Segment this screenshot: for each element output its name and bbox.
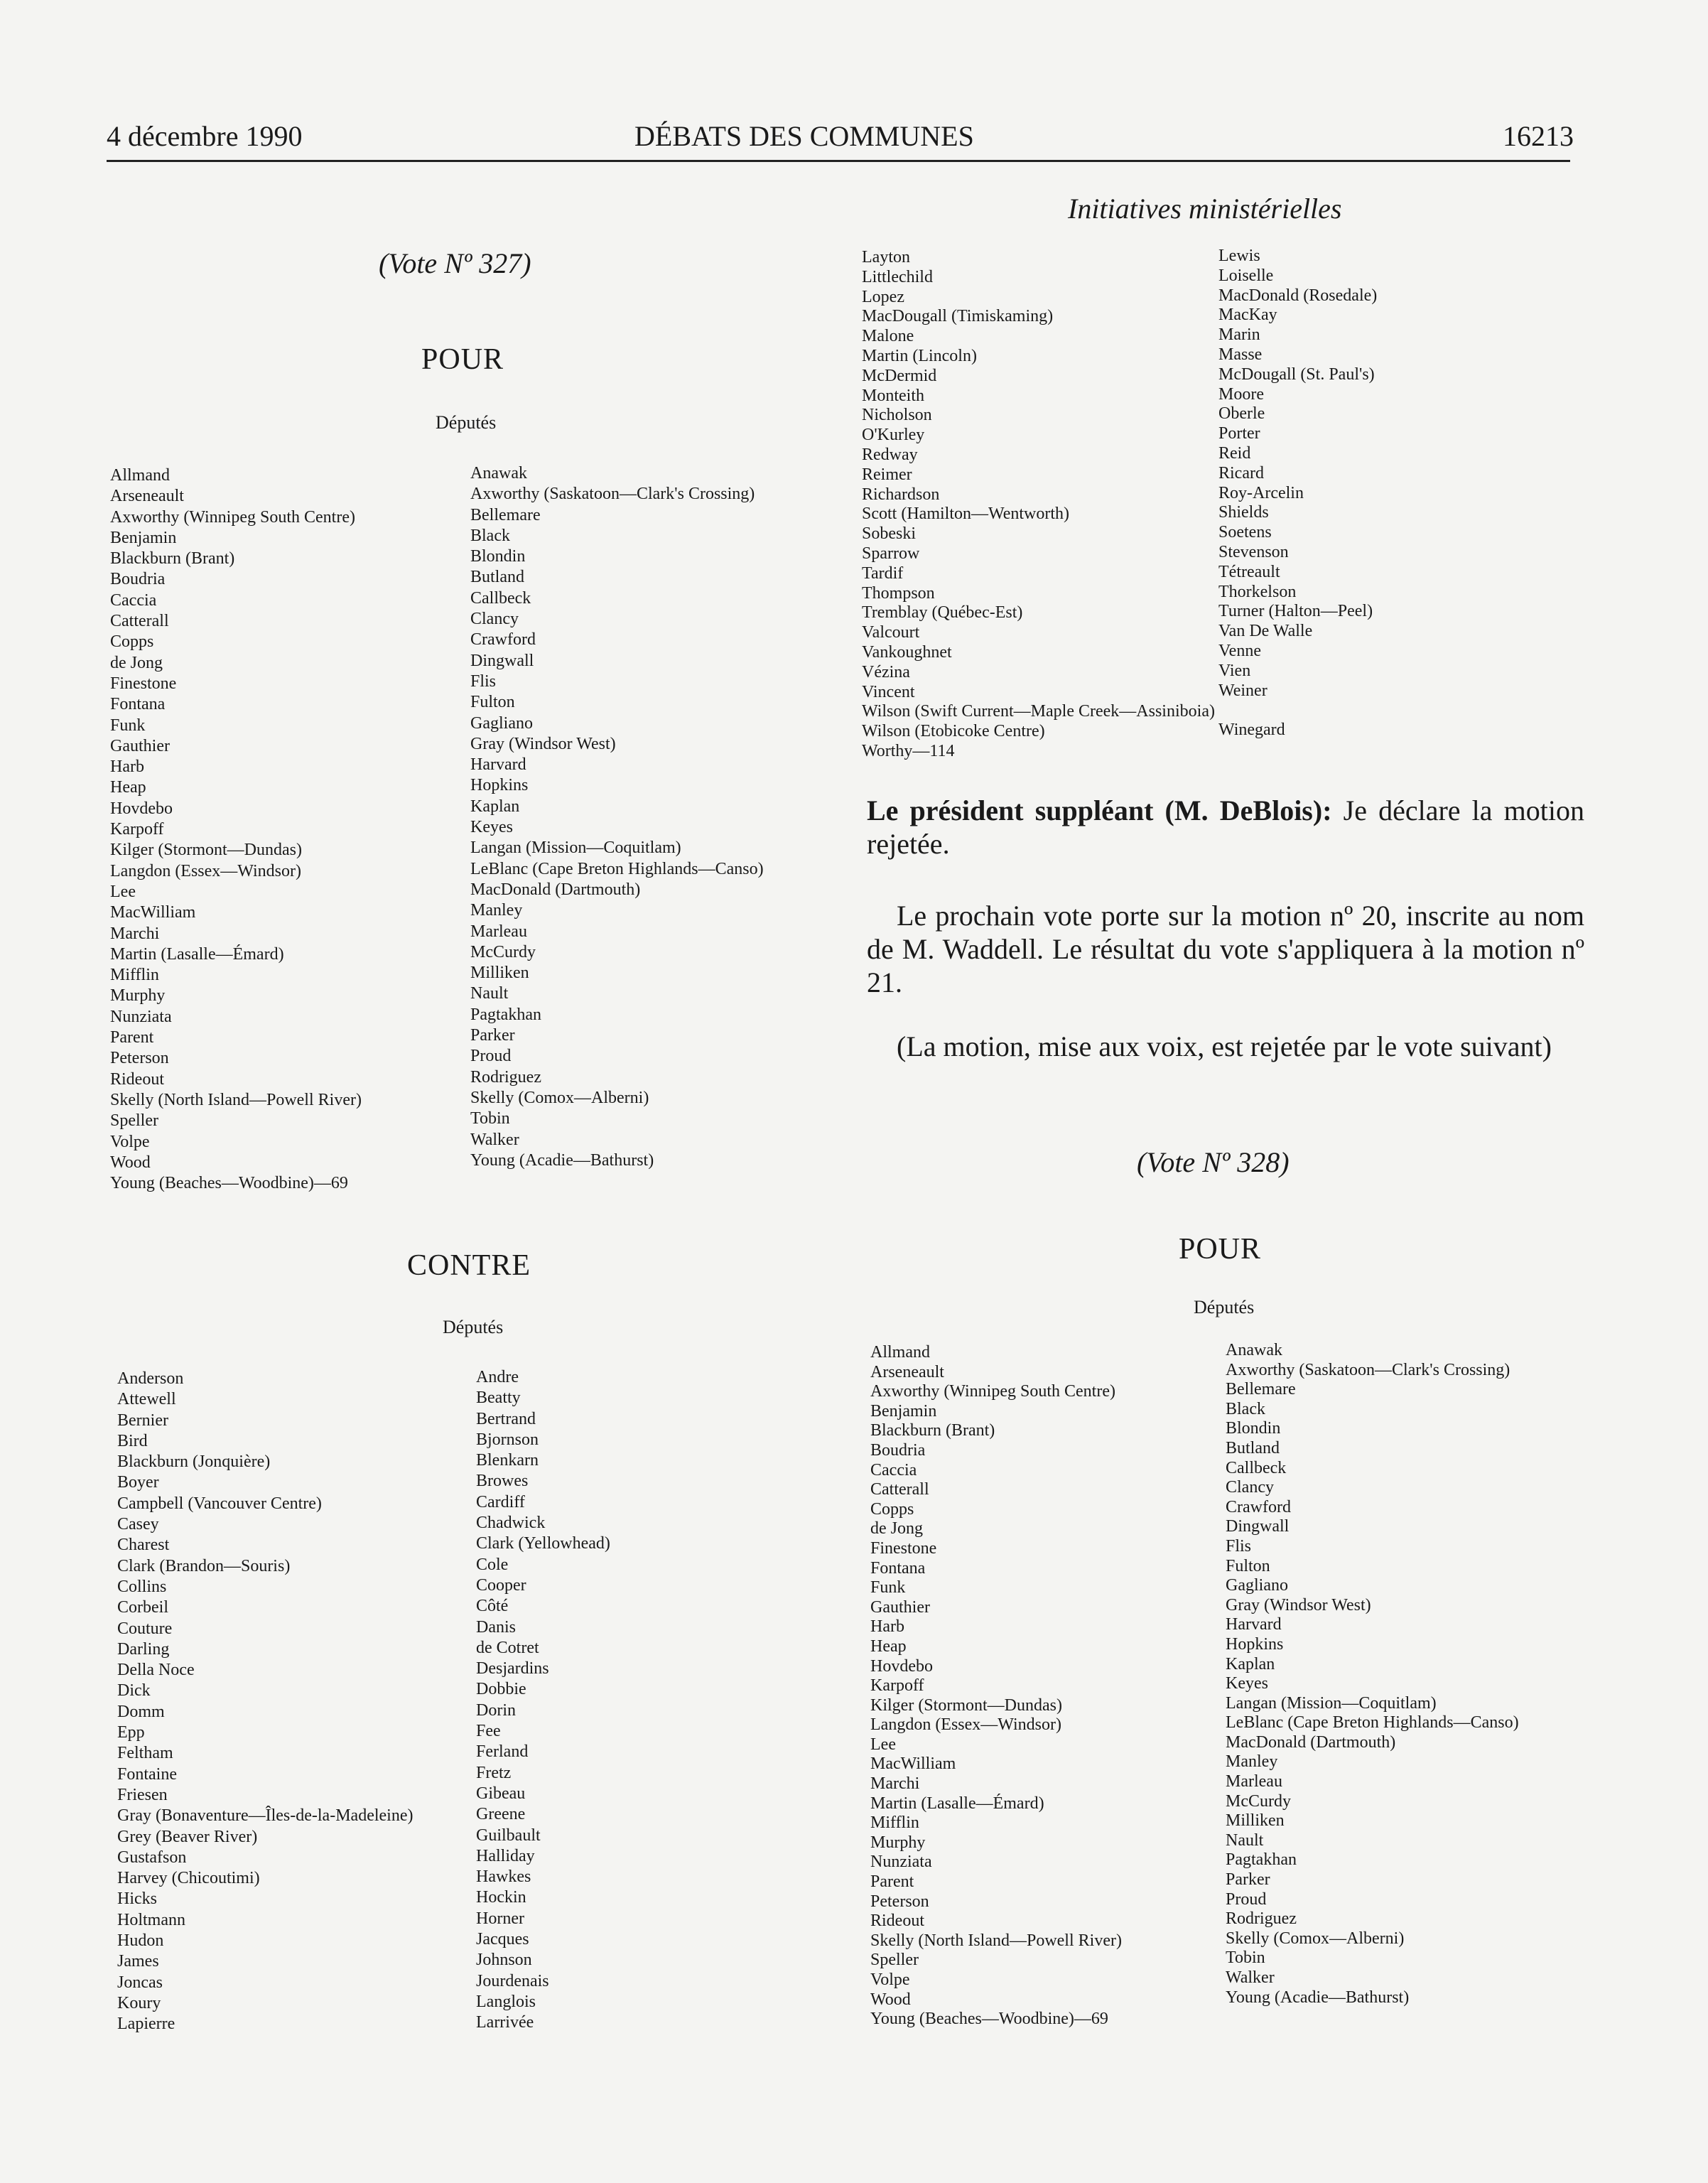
member-name: Marleau — [1226, 1772, 1282, 1791]
member-name — [1218, 701, 1377, 721]
member-name: Andre — [476, 1368, 519, 1386]
member-name: Nault — [1226, 1831, 1264, 1850]
member-name: Hovdebo — [870, 1656, 933, 1676]
member-name: Vien — [1218, 661, 1251, 680]
member-name: Benjamin — [110, 528, 177, 547]
member-name: Gagliano — [1226, 1576, 1288, 1595]
member-name: Hopkins — [470, 776, 529, 795]
member-name: Epp — [117, 1723, 145, 1742]
member-name: Butland — [470, 568, 524, 587]
member-name: Guilbault — [476, 1826, 541, 1845]
vote-328-pour-list-col2 — [1226, 1341, 1519, 2007]
member-name: Milliken — [1226, 1811, 1285, 1831]
member-name: Sparrow — [862, 544, 920, 563]
member-name: Langlois — [476, 1992, 536, 2011]
member-name: Anderson — [117, 1369, 184, 1388]
member-name: Dorin — [476, 1700, 516, 1720]
member-name: Jourdenais — [476, 1971, 549, 1990]
member-name: Harvard — [470, 755, 526, 775]
member-name: Joncas — [117, 1973, 163, 1992]
member-name: Pagtakhan — [1226, 1850, 1297, 1870]
member-name: Hovdebo — [110, 799, 173, 818]
member-name: Rodriguez — [470, 1067, 541, 1087]
member-name: Gray (Windsor West) — [1226, 1595, 1371, 1615]
member-name: Gray (Bonaventure—Îles-de-la-Madeleine) — [117, 1806, 414, 1826]
member-name: Bjornson — [476, 1430, 539, 1449]
next-vote-paragraph: Le prochain vote porte sur la motion nº 20, inscrite au nom de M. Waddell. Le résultat du vote s'appliquera à la motion nº 21. — [867, 900, 1584, 998]
member-name: MacWilliam — [870, 1755, 956, 1774]
member-name: Boudria — [110, 570, 166, 589]
member-name: Wood — [110, 1153, 151, 1172]
member-name: Volpe — [110, 1132, 150, 1151]
member-name: de Jong — [110, 653, 163, 672]
member-name: Funk — [110, 716, 146, 735]
member-name: Tobin — [1226, 1948, 1265, 1968]
member-name: Karpoff — [870, 1676, 924, 1696]
member-name: Hudon — [117, 1931, 164, 1951]
vote-327-contre-deputes: Députés — [443, 1317, 504, 1337]
member-name: Gray (Windsor West) — [470, 734, 616, 753]
member-name: James — [117, 1952, 159, 1971]
member-name: Axworthy (Winnipeg South Centre) — [110, 507, 355, 527]
member-name: Richardson — [862, 485, 940, 504]
member-name: Ferland — [476, 1742, 529, 1762]
member-name: Blondin — [470, 547, 526, 566]
member-name: Layton — [862, 248, 910, 266]
vote-328-title: (Vote Nº 328) — [1137, 1146, 1290, 1178]
member-name: Nunziata — [870, 1853, 932, 1872]
member-name: Lopez — [862, 287, 904, 306]
member-name: Worthy—114 — [862, 741, 955, 760]
member-name: Axworthy (Saskatoon—Clark's Crossing) — [1226, 1360, 1510, 1379]
member-name: Peterson — [110, 1049, 169, 1068]
member-name: Tétreault — [1218, 562, 1280, 581]
member-name: Soetens — [1218, 523, 1272, 542]
member-name: Reimer — [862, 465, 912, 484]
member-name: Dingwall — [1226, 1517, 1290, 1536]
member-name: Martin (Lincoln) — [862, 346, 977, 365]
member-name: Manley — [470, 901, 523, 920]
member-name: MacDonald (Rosedale) — [1218, 286, 1378, 305]
member-name: Lewis — [1218, 247, 1260, 265]
member-name: Rideout — [870, 1912, 924, 1931]
member-name: Butland — [1226, 1438, 1280, 1457]
member-name: Marchi — [870, 1774, 920, 1794]
member-name: Copps — [870, 1499, 914, 1519]
member-name: Vincent — [862, 682, 915, 701]
member-name: Weiner — [1218, 681, 1268, 700]
member-name: Blenkarn — [476, 1451, 539, 1470]
member-name: Gibeau — [476, 1784, 526, 1803]
member-name: Vézina — [862, 662, 910, 681]
member-name: Bernier — [117, 1411, 168, 1430]
member-name: Blackburn (Brant) — [110, 549, 235, 568]
member-name: Campbell (Vancouver Centre) — [117, 1494, 322, 1513]
member-name: Gauthier — [110, 736, 170, 755]
vote-327-pour-heading: POUR — [421, 343, 504, 376]
member-name: Hockin — [476, 1888, 526, 1907]
member-name: Parker — [470, 1026, 515, 1045]
member-name: O'Kurley — [862, 426, 925, 445]
member-name: Flis — [1226, 1536, 1252, 1556]
vote-327-contre-heading: CONTRE — [407, 1249, 531, 1282]
member-name: Catterall — [870, 1480, 929, 1499]
member-name: Benjamin — [870, 1401, 937, 1421]
member-name: Speller — [870, 1951, 919, 1970]
vote-327-contre-cont-col2 — [1218, 247, 1377, 740]
member-name: Wood — [870, 1990, 911, 2009]
member-name: Danis — [476, 1617, 516, 1637]
member-name: Young (Acadie—Bathurst) — [470, 1150, 654, 1170]
member-name: Scott (Hamilton—Wentworth) — [862, 505, 1070, 524]
member-name: Gagliano — [470, 713, 533, 733]
member-name: Young (Beaches—Woodbine)—69 — [110, 1174, 348, 1193]
member-name: Fulton — [470, 693, 515, 712]
member-name: Blackburn (Jonquière) — [117, 1452, 271, 1472]
member-name: Tobin — [470, 1109, 510, 1128]
member-name: Kilger (Stormont—Dundas) — [110, 841, 302, 860]
member-name: Boudria — [870, 1440, 926, 1460]
member-name: Hawkes — [476, 1867, 531, 1887]
member-name: Crawford — [470, 630, 536, 649]
member-name: Harb — [110, 758, 144, 777]
member-name: Callbeck — [1226, 1458, 1287, 1477]
member-name: Lapierre — [117, 2015, 175, 2034]
vote-327-pour-list-col1 — [110, 465, 362, 1194]
member-name: Caccia — [870, 1460, 917, 1479]
member-name: Skelly (North Island—Powell River) — [870, 1931, 1122, 1950]
vote-327-pour-list-col2 — [470, 463, 764, 1171]
member-name: Wilson (Etobicoke Centre) — [862, 722, 1045, 741]
running-head: Initiatives ministérielles — [1068, 193, 1342, 225]
member-name: Clancy — [470, 610, 519, 629]
member-name: Thompson — [862, 583, 935, 603]
member-name: Parker — [1226, 1870, 1270, 1890]
member-name: Copps — [110, 632, 154, 652]
member-name: Kaplan — [1226, 1654, 1275, 1673]
member-name: Fontana — [870, 1558, 926, 1578]
page-number: 16213 — [1503, 120, 1574, 152]
member-name: Finestone — [110, 674, 177, 693]
member-name: Dobbie — [476, 1680, 526, 1699]
member-name: Bird — [117, 1431, 148, 1450]
member-name: Porter — [1218, 424, 1260, 443]
speaker-name: Le président suppléant (M. DeBlois): — [867, 794, 1332, 826]
statement-text: Je déclare la motion rejetée. — [867, 794, 1584, 860]
member-name: Stevenson — [1218, 542, 1289, 561]
speaker-statement — [867, 794, 1584, 861]
member-name: Jacques — [476, 1930, 529, 1949]
member-name: Langdon (Essex—Windsor) — [870, 1715, 1061, 1735]
member-name: Thorkelson — [1218, 582, 1297, 601]
header-title: DÉBATS DES COMMUNES — [634, 120, 974, 152]
member-name: Skelly (Comox—Alberni) — [1226, 1929, 1405, 1948]
member-name: Heap — [870, 1637, 907, 1656]
member-name: Arseneault — [870, 1362, 944, 1381]
member-name: Anawak — [470, 464, 527, 483]
member-name: Feltham — [117, 1744, 173, 1763]
member-name: Martin (Lasalle—Émard) — [110, 944, 284, 964]
member-name: Wilson (Swift Current—Maple Creek—Assiniboia) — [862, 702, 1215, 721]
member-name: Halliday — [476, 1846, 535, 1865]
header-rule — [107, 160, 1570, 162]
member-name: Horner — [476, 1909, 524, 1928]
member-name: Beatty — [476, 1389, 521, 1408]
member-name: Crawford — [1226, 1497, 1291, 1516]
member-name: Hopkins — [1226, 1634, 1284, 1654]
member-name: Cooper — [476, 1575, 526, 1595]
member-name: Bertrand — [476, 1409, 536, 1428]
member-name: McCurdy — [470, 942, 536, 961]
member-name: Caccia — [110, 591, 157, 610]
member-name: Nicholson — [862, 406, 932, 425]
member-name: Blondin — [1226, 1419, 1281, 1438]
member-name: Friesen — [117, 1785, 168, 1804]
vote-327-pour-deputes: Députés — [436, 412, 497, 433]
member-name: Murphy — [110, 986, 166, 1006]
member-name: Finestone — [870, 1538, 937, 1558]
member-name: Proud — [1226, 1890, 1267, 1909]
member-name: Sobeski — [862, 524, 917, 544]
member-name: Kaplan — [470, 797, 520, 816]
member-name: Loiselle — [1218, 266, 1274, 285]
member-name: Callbeck — [470, 588, 531, 608]
member-name: Skelly (North Island—Powell River) — [110, 1090, 362, 1109]
member-name: Moore — [1218, 384, 1264, 404]
member-name: Collins — [117, 1577, 167, 1596]
member-name: Fontaine — [117, 1764, 177, 1784]
member-name: Arseneault — [110, 487, 184, 506]
vote-327-title: (Vote Nº 327) — [379, 247, 531, 279]
vote-328-pour-deputes: Députés — [1194, 1297, 1255, 1317]
member-name: Corbeil — [117, 1598, 168, 1617]
member-name: Desjardins — [476, 1659, 549, 1678]
member-name: Boyer — [117, 1473, 159, 1492]
member-name: Clark (Brandon—Souris) — [117, 1556, 291, 1575]
member-name: Mifflin — [870, 1813, 919, 1833]
member-name: McCurdy — [1226, 1791, 1291, 1811]
member-name: Lee — [870, 1735, 896, 1754]
member-name: Anawak — [1226, 1341, 1282, 1359]
vote-327-contre-list-col1 — [117, 1369, 413, 2035]
member-name: Catterall — [110, 612, 169, 631]
member-name: LeBlanc (Cape Breton Highlands—Canso) — [1226, 1713, 1519, 1732]
member-name: Clark (Yellowhead) — [476, 1534, 610, 1553]
member-name: Valcourt — [862, 623, 920, 642]
member-name: Speller — [110, 1111, 158, 1131]
member-name: Keyes — [1226, 1674, 1268, 1693]
member-name: Holtmann — [117, 1910, 185, 1929]
member-name: Larrivée — [476, 2013, 534, 2032]
member-name: Volpe — [870, 1971, 910, 1989]
member-name: Pagtakhan — [470, 1005, 541, 1024]
member-name: Walker — [1226, 1968, 1275, 1987]
member-name: Nault — [470, 984, 509, 1003]
member-name: Parent — [870, 1872, 914, 1892]
member-name: Kilger (Stormont—Dundas) — [870, 1696, 1062, 1715]
member-name: MacKay — [1218, 306, 1277, 325]
member-name: Bellemare — [1226, 1380, 1296, 1399]
member-name: Fontana — [110, 695, 166, 714]
member-name: Gustafson — [117, 1848, 187, 1867]
member-name: Peterson — [870, 1892, 929, 1911]
member-name: Black — [470, 526, 510, 545]
member-name: Milliken — [470, 964, 529, 983]
member-name: Oberle — [1218, 404, 1265, 424]
member-name: LeBlanc (Cape Breton Highlands—Canso) — [470, 859, 764, 878]
member-name: Lee — [110, 882, 136, 901]
member-name: Axworthy (Saskatoon—Clark's Crossing) — [470, 485, 755, 504]
member-name: de Cotret — [476, 1638, 539, 1657]
member-name: Skelly (Comox—Alberni) — [470, 1088, 649, 1107]
vote-327-contre-list-col2 — [476, 1367, 610, 2034]
member-name: Proud — [470, 1047, 512, 1066]
member-name: MacDougall (Timiskaming) — [862, 307, 1054, 326]
member-name: Marchi — [110, 924, 160, 943]
member-name: Marin — [1218, 325, 1260, 345]
member-name: Koury — [117, 1993, 161, 2012]
member-name: Black — [1226, 1399, 1265, 1418]
member-name: Johnson — [476, 1951, 532, 1970]
member-name: Harvey (Chicoutimi) — [117, 1869, 260, 1888]
member-name: Parent — [110, 1028, 154, 1047]
member-name: Couture — [117, 1619, 173, 1638]
member-name: Bellemare — [470, 505, 541, 524]
member-name: Dick — [117, 1681, 151, 1700]
member-name: Rideout — [110, 1069, 164, 1089]
member-name: Reid — [1218, 443, 1251, 463]
member-name: Grey (Beaver River) — [117, 1827, 258, 1846]
vote-328-pour-heading: POUR — [1179, 1233, 1262, 1266]
member-name: Masse — [1218, 345, 1263, 364]
member-name: MacDonald (Dartmouth) — [470, 880, 641, 899]
member-name: Axworthy (Winnipeg South Centre) — [870, 1382, 1115, 1401]
member-name: MacWilliam — [110, 903, 196, 922]
member-name: Nunziata — [110, 1007, 172, 1026]
member-name: Fulton — [1226, 1556, 1270, 1575]
member-name: Domm — [117, 1702, 165, 1721]
member-name: Harvard — [1226, 1615, 1282, 1634]
member-name: Shields — [1218, 503, 1269, 522]
member-name: Murphy — [870, 1833, 926, 1852]
member-name: Chadwick — [476, 1514, 546, 1533]
member-name: MacDonald (Dartmouth) — [1226, 1732, 1396, 1752]
member-name: Martin (Lasalle—Émard) — [870, 1794, 1044, 1813]
member-name: Young (Beaches—Woodbine)—69 — [870, 2010, 1108, 2029]
member-name: Allmand — [870, 1343, 930, 1362]
member-name: Rodriguez — [1226, 1909, 1297, 1929]
member-name: Tremblay (Québec-Est) — [862, 603, 1023, 622]
member-name: Cole — [476, 1555, 509, 1574]
member-name: Funk — [870, 1578, 906, 1597]
member-name: Darling — [117, 1639, 170, 1659]
member-name: Walker — [470, 1130, 519, 1149]
member-name: Harb — [870, 1617, 904, 1637]
member-name: Venne — [1218, 641, 1261, 660]
member-name: Roy-Arcelin — [1218, 483, 1304, 502]
member-name: Casey — [117, 1515, 159, 1534]
member-name: Hicks — [117, 1890, 157, 1909]
member-name: Côté — [476, 1597, 509, 1616]
member-name: de Jong — [870, 1519, 923, 1538]
member-name: Turner (Halton—Peel) — [1218, 602, 1373, 621]
member-name: Redway — [862, 445, 918, 464]
member-name: Clancy — [1226, 1478, 1274, 1497]
member-name: Fee — [476, 1722, 501, 1741]
member-name: McDougall (St. Paul's) — [1218, 365, 1375, 384]
member-name: Gauthier — [870, 1597, 930, 1617]
member-name: Cardiff — [476, 1492, 525, 1511]
member-name: Malone — [862, 327, 914, 346]
header-date: 4 décembre 1990 — [107, 120, 303, 152]
member-name: Littlechild — [862, 267, 933, 286]
member-name: Charest — [117, 1536, 170, 1555]
member-name: McDermid — [862, 366, 937, 385]
member-name: Karpoff — [110, 820, 164, 839]
member-name: Browes — [476, 1472, 529, 1491]
member-name: Young (Acadie—Bathurst) — [1226, 1988, 1410, 2007]
member-name: Manley — [1226, 1752, 1278, 1772]
member-name: Allmand — [110, 466, 170, 485]
member-name: Vankoughnet — [862, 642, 952, 662]
member-name: Tardif — [862, 564, 904, 583]
member-name: Mifflin — [110, 966, 159, 985]
member-name: Winegard — [1218, 721, 1285, 740]
member-name: Della Noce — [117, 1661, 195, 1680]
member-name: Langdon (Essex—Windsor) — [110, 861, 301, 880]
member-name: Keyes — [470, 818, 513, 837]
member-name: Dingwall — [470, 651, 534, 670]
vote-327-contre-cont-col1 — [862, 248, 1215, 762]
vote-328-pour-list-col1 — [870, 1343, 1122, 2030]
member-name: Flis — [470, 672, 497, 691]
member-name: Marleau — [470, 922, 527, 941]
member-name: Blackburn (Brant) — [870, 1421, 995, 1440]
member-name: Greene — [476, 1805, 526, 1824]
member-name: Langan (Mission—Coquitlam) — [470, 839, 681, 858]
member-name: Ricard — [1218, 463, 1264, 483]
member-name: Heap — [110, 778, 146, 797]
member-name: Monteith — [862, 386, 924, 405]
member-name: Van De Walle — [1218, 622, 1313, 641]
motion-result-paragraph: (La motion, mise aux voix, est rejetée par le vote suivant) — [897, 1030, 1552, 1062]
member-name: Langan (Mission—Coquitlam) — [1226, 1693, 1437, 1713]
member-name: Attewell — [117, 1390, 176, 1409]
member-name: Fretz — [476, 1763, 512, 1782]
